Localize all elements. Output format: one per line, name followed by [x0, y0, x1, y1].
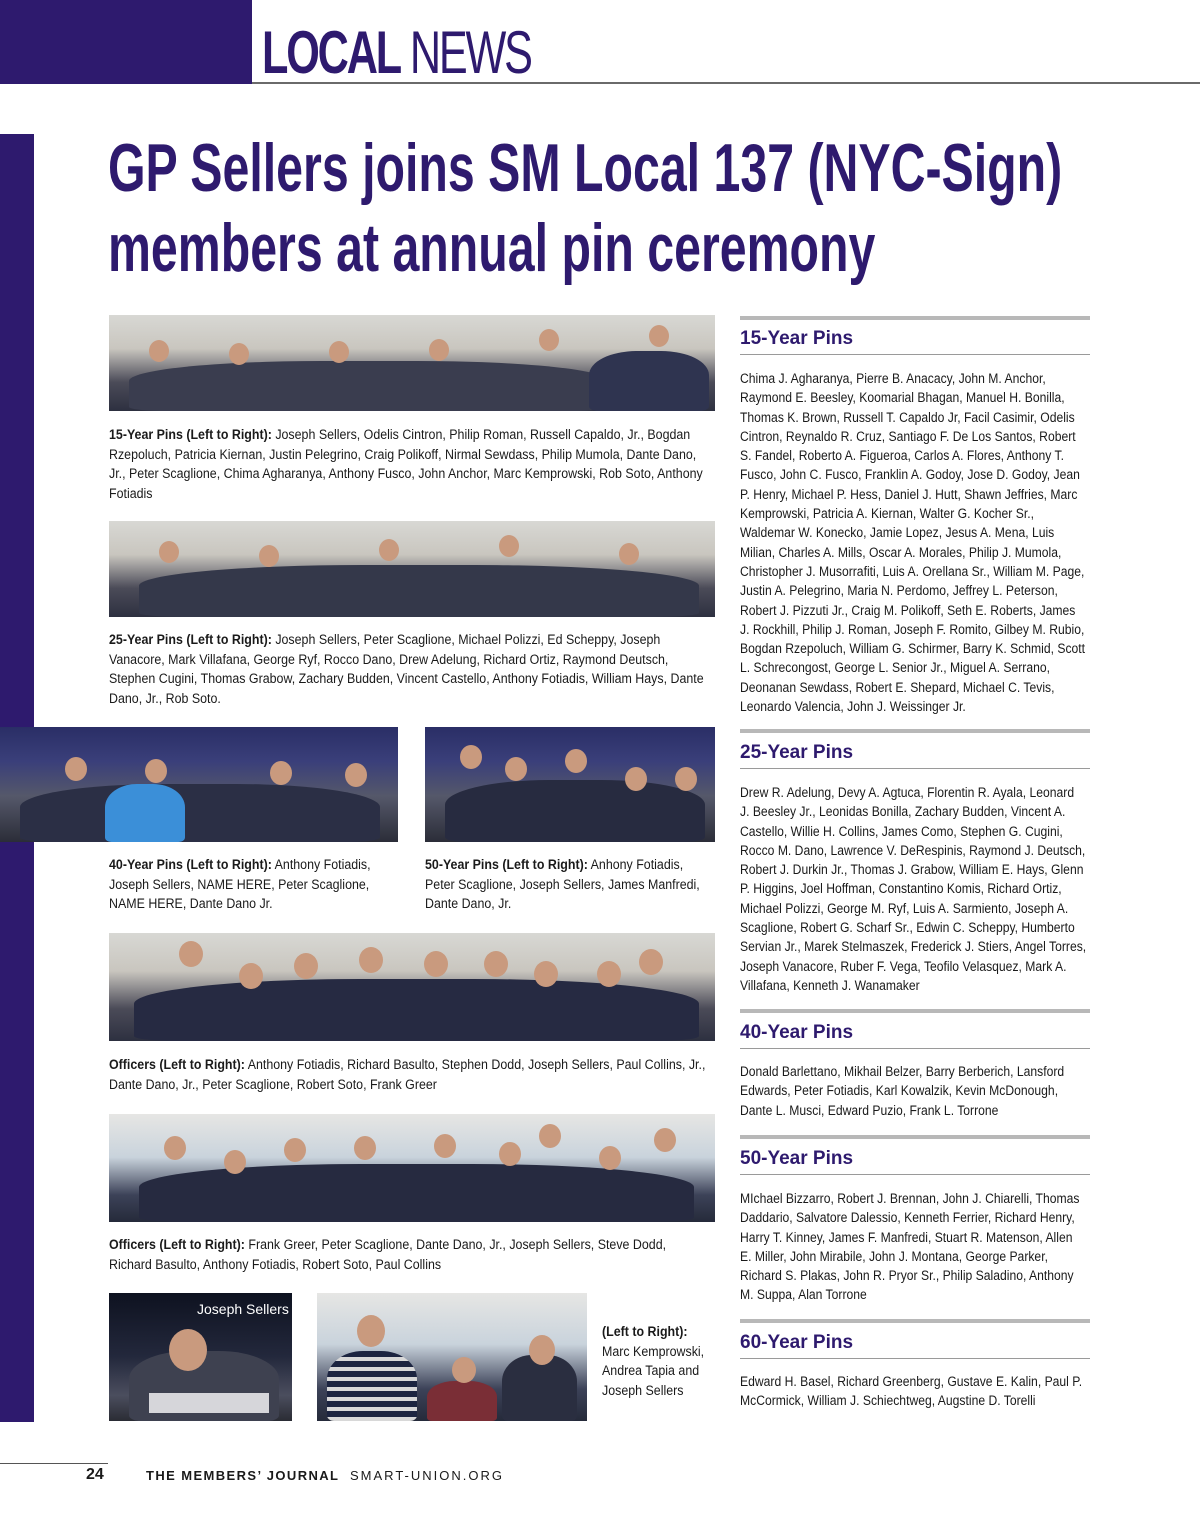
- page-number: 24: [86, 1466, 104, 1483]
- caption-text: Anhony Fotiadis, Peter Scaglione, Joseph Sellers, James Manfredi, Dante Dano, Jr.: [425, 857, 700, 911]
- article-headline: [108, 128, 1102, 288]
- headline-line-1: GP Sellers joins SM Local 137 (NYC-Sign): [108, 130, 1063, 206]
- caption-text: Marc Kemprowski, Andrea Tapia and Joseph Sellers: [602, 1343, 705, 1398]
- pins-50-heading: 50-Year Pins: [740, 1148, 854, 1169]
- caption-text: Joseph Sellers, Peter Scaglione, Michael Polizzi, Ed Scheppy, Joseph Vanacore, Mark Villafana, George Ryf, Rocco Dano, Drew Adelung, Richard Ortiz, Raymond Deutsch, Stephen Cugini, Thomas Grabow, Zachary Budden, Vincent Castello, Anthony Fotiadis, William Hays, Dante Dano, Jr., Rob Soto.: [109, 632, 704, 706]
- pins-15-names: Chima J. Agharanya, Pierre B. Anacacy, John M. Anchor, Raymond E. Beesley, Koomarial Bhagan, Manuel H. Bonilla, Thomas K. Brown, Russell T. Capaldo Jr, Facil Casimir, Odelis Cintron, Reynaldo R. Cruz, Santiago F. De Los Santos, Robert S. Fandel, Roberto A. Figueroa, Carlos A. Flores, Anthony T. Fusco, John C. Fusco, Franklin A. Godoy, Jose D. Godoy, Jean P. Henry, Michael P. Hess, Daniel J. Hutt, Shawn Jeffries, Marc Kemprowski, Patricia A. Kiernan, Walter G. Kocher Sr., Waldemar W. Konecko, Jamie Lopez, Jesus A. Mena, Luis Milian, Charles A. Mills, Oscar A. Morales, Philip J. Mumola, Christopher J. Musorrafiti, Luis A. Orellana Sr., William M. Page, Justin A. Pelegrino, Maria N. Perdomo, Jeffrey L. Peterson, Robert J. Pizzuti Jr., Craig M. Polikoff, Seth E. Roberts, James J. Rockhill, Philip J. Roman, Joseph F. Romito, Gilbey M. Rubio, Bogdan Rzepoluch, William G. Schirmer, Barry K. Schmid, Scott L. Schrecongost, George L. Senior Jr., Miguel A. Serrano, Deonanan Sewdass, Robert E. Shepard, Michael C. Tevis, Leonardo Valencia, John J. Weissinger Jr.: [740, 371, 1086, 715]
- podium-sign: [149, 1393, 269, 1413]
- pins-15-heading: 15-Year Pins: [740, 328, 854, 349]
- photo-overlay-name: Joseph Sellers: [197, 1301, 289, 1317]
- photo-15-year-group: [109, 315, 715, 411]
- photo-25-year-group: [109, 521, 715, 617]
- photo-50-year-group: [425, 727, 715, 842]
- pins-60-names: Edward H. Basel, Richard Greenberg, Gustave E. Kalin, Paul P. McCormick, William J. Schiechtweg, Augstine D. Torelli: [740, 1374, 1083, 1409]
- pins-40-rule-top: [740, 1009, 1090, 1013]
- caption-text: Anthony Fotiadis, Joseph Sellers, NAME HERE, Peter Scaglione, NAME HERE, Dante Dano Jr.: [109, 857, 371, 911]
- footer-rule: [0, 1463, 108, 1464]
- photo-40-year-group: [0, 727, 398, 842]
- caption-label: Officers (Left to Right):: [109, 1057, 245, 1072]
- caption-label: 50-Year Pins (Left to Right):: [425, 857, 588, 872]
- pins-50-rule-bottom: [740, 1174, 1090, 1175]
- pins-60-rule-bottom: [740, 1358, 1090, 1359]
- caption-text: Frank Greer, Peter Scaglione, Dante Dano, Jr., Joseph Sellers, Steve Dodd, Richard Basulto, Anthony Fotiadis, Robert Soto, Paul Collins: [109, 1237, 667, 1272]
- caption-text: Anthony Fotiadis, Richard Basulto, Stephen Dodd, Joseph Sellers, Paul Collins, Jr., Dante Dano, Jr., Peter Scaglione, Robert Soto, Frank Greer: [109, 1057, 706, 1092]
- pins-50-rule-top: [740, 1135, 1090, 1139]
- photo-25-year-caption: [109, 630, 707, 708]
- photo-50-year-caption: [425, 855, 701, 914]
- photo-joseph-sellers: [109, 1293, 292, 1421]
- pins-60-heading: 60-Year Pins: [740, 1332, 854, 1353]
- photo-trio-caption: [602, 1322, 717, 1400]
- section-title-bold: LOCAL: [262, 19, 400, 86]
- section-title: [262, 20, 531, 86]
- photo-officers-2-caption: [109, 1235, 707, 1274]
- photo-40-year-caption: [109, 855, 385, 914]
- pins-15-rule-bottom: [740, 354, 1090, 355]
- caption-label: (Left to Right):: [602, 1324, 688, 1339]
- pins-40-heading: 40-Year Pins: [740, 1022, 854, 1043]
- photo-15-year-caption: [109, 425, 707, 503]
- headline-line-2: members at annual pin ceremony: [108, 210, 876, 286]
- caption-label: 15-Year Pins (Left to Right):: [109, 427, 272, 442]
- photo-kemprowski-tapia-sellers: [317, 1293, 587, 1421]
- caption-text: Joseph Sellers, Odelis Cintron, Philip Roman, Russell Capaldo, Jr., Bogdan Rzepoluch, Patricia Kiernan, Justin Pelegrino, Craig Polikoff, Nirmal Sewdass, Philip Mumola, Dante Dano, Jr., Peter Scaglione, Chima Agharanya, Anthony Fusco, John Anchor, Marc Kemprowski, Rob Soto, Anthony Fotiadis: [109, 427, 703, 501]
- pins-25-rule-bottom: [740, 768, 1090, 769]
- pins-15-rule-top: [740, 316, 1090, 320]
- photo-officers-group-1: [109, 933, 715, 1041]
- footer-website: SMART-UNION.ORG: [350, 1468, 504, 1483]
- footer-publication: THE MEMBERS’ JOURNAL: [146, 1468, 340, 1483]
- pins-40-rule-bottom: [740, 1048, 1090, 1049]
- caption-label: Officers (Left to Right):: [109, 1237, 245, 1252]
- caption-label: 40-Year Pins (Left to Right):: [109, 857, 272, 872]
- pins-25-heading: 25-Year Pins: [740, 742, 854, 763]
- caption-label: 25-Year Pins (Left to Right):: [109, 632, 272, 647]
- header-color-block: [0, 0, 252, 84]
- pins-50-names: MIchael Bizzarro, Robert J. Brennan, John J. Chiarelli, Thomas Daddario, Salvatore Dalessio, Kenneth Ferrier, Richard Henry, Harry T. Kinney, James F. Manfredi, Stuart R. Matenson, Allen E. Miller, John Mirabile, John J. Montana, George Parker, Richard S. Plakas, John R. Pryor Sr., Philip Saladino, Anthony M. Suppa, Alan Torrone: [740, 1191, 1080, 1303]
- pins-60-rule-top: [740, 1319, 1090, 1323]
- pins-40-names: Donald Barlettano, Mikhail Belzer, Barry Berberich, Lansford Edwards, Peter Fotiadis, Karl Kowalzik, Kevin McDonough, Dante L. Musci, Edward Puzio, Frank L. Torrone: [740, 1064, 1065, 1118]
- photo-officers-1-caption: [109, 1055, 707, 1094]
- pins-25-names: Drew R. Adelung, Devy A. Agtuca, Florentin R. Ayala, Leonard J. Beesley Jr., Leonidas Bonilla, Zachary Budden, Vincent A. Castello, Willie H. Collins, James Como, Stephen G. Cugini, Rocco M. Dano, Lawrence V. DeRespinis, Raymond J. Deutsch, Robert J. Durkin Jr., Thomas J. Grabow, William E. Hays, Glenn P. Higgins, Joel Hoffman, Constantino Komis, Richard Ortiz, Michael Polizzi, George M. Ryf, Luis A. Sarmiento, Joseph A. Scaglione, Robert G. Scharf Sr., Edwin C. Scheppy, Humberto Servian Jr., Marek Stelmaszek, Frederick J. Stiers, Angel Torres, Joseph Vanacore, Ruber F. Vega, Teofilo Velasquez, Mark A. Villafana, Kenneth J. Wanamaker: [740, 785, 1087, 993]
- section-title-light: NEWS: [409, 19, 531, 86]
- photo-officers-group-2: [109, 1114, 715, 1222]
- pins-25-rule-top: [740, 729, 1090, 733]
